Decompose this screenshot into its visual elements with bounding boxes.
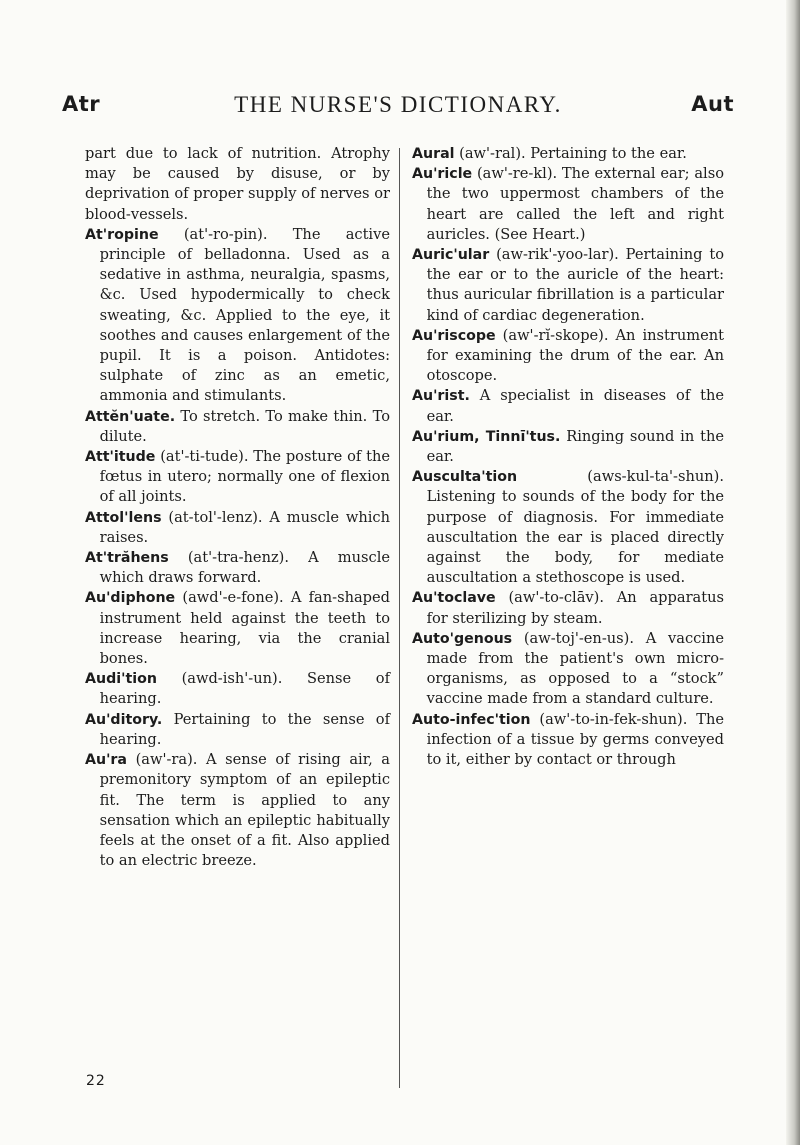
entry-headword: Au'ricle	[412, 166, 473, 183]
dictionary-entry	[85, 508, 390, 548]
entry-headword: Au'diphone	[85, 590, 176, 607]
entry-headword: Audi'tion	[85, 671, 157, 688]
entry-headword: Auto-infec'tion	[412, 711, 531, 728]
entry-text: Pertaining to the sense of hearing.	[99, 710, 390, 748]
entry-text: (at'-ro-pin). The active principle of belladonna. Used as a sedative in asthma, neuralgia, spasms, &c. Used hypodermically to check sweating, &c. Applied to the eye, it soothes and causes enlargement of the pupil. It is a poison. Antidotes: sulphate of zinc as an emetic, ammonia and stimulants.	[99, 225, 390, 405]
dictionary-entry	[85, 669, 390, 709]
entry-text: (at'-tra-henz). A muscle which draws forward.	[99, 549, 390, 587]
page-title: THE NURSE'S DICTIONARY.	[234, 92, 562, 117]
dictionary-entry	[85, 588, 390, 669]
entry-headword: At'ropine	[85, 226, 159, 243]
page-edge-shadow	[786, 0, 800, 1145]
dictionary-entry	[412, 164, 724, 245]
dictionary-entry	[412, 326, 724, 387]
entry-headword: Auto'genous	[412, 630, 513, 647]
dictionary-entry	[85, 750, 390, 871]
dictionary-entry	[412, 245, 724, 326]
entry-headword: Auric'ular	[412, 247, 490, 264]
entry-text: (at-tol'-lenz). A muscle which raises.	[99, 508, 390, 546]
entry-headword: Au'riscope	[412, 327, 496, 344]
entry-text: (awd-ish'-un). Sense of hearing.	[99, 670, 390, 708]
entry-headword: Au'ditory.	[85, 711, 163, 728]
dictionary-entry	[412, 710, 724, 771]
entry-text: (aw'-re-kl). The external ear; also the two uppermost chambers of the heart are called the left and right auricles. (See Heart.)	[426, 165, 724, 243]
entry-text: (awd'-e-fone). A fan-shaped instrument held against the teeth to increase hearing, via the cranial bones.	[99, 589, 390, 668]
entry-headword: Attol'lens	[85, 509, 162, 526]
dictionary-entry	[412, 427, 724, 467]
entry-text: (aw'-to-in-fek-shun). The infection of a tissue by germs conveyed to it, either by contact or through	[426, 710, 724, 769]
guide-word-left: Atr	[62, 92, 101, 116]
entry-headword: Aural	[412, 146, 455, 162]
entry-text: (aws-kul-ta'-shun). Listening to sounds of the body for the purpose of diagnosis. For immediate auscultation the ear is placed directly against the body, for mediate auscultation a stethoscope is used.	[426, 468, 724, 587]
dictionary-entry	[85, 225, 390, 407]
right-column	[412, 144, 724, 770]
entry-text: (at'-ti-tude). The posture of the fœtus in utero; normally one of flexion of all joints.	[99, 448, 390, 506]
entry-text: part due to lack of nutrition. Atrophy may be caused by disuse, or by deprivation of proper supply of nerves or blood-vessels.	[85, 145, 390, 223]
dictionary-entry	[412, 588, 724, 628]
entry-headword: Au'toclave	[412, 590, 496, 607]
entry-text: A specialist in diseases of the ear.	[426, 387, 724, 425]
entry-text: (aw'-ral). Pertaining to the ear.	[454, 145, 687, 162]
dictionary-entry	[85, 447, 390, 508]
dictionary-entry	[412, 629, 724, 710]
entry-text: (aw-toj'-en-us). A vaccine made from the patient's own micro-organisms, as opposed to a “stock” vaccine made from a standard culture.	[426, 629, 724, 708]
entry-headword: At'trăhens	[85, 550, 169, 567]
entry-text: (aw'-to-clāv). An apparatus for sterilizing by steam.	[426, 589, 724, 627]
entry-text: (aw'-rĭ-skope). An instrument for examining the drum of the ear. An otoscope.	[426, 326, 724, 385]
page-number: 22	[86, 1073, 106, 1089]
entry-headword: Au'rium, Tinnī'tus.	[412, 428, 561, 445]
column-divider	[399, 148, 400, 1088]
dictionary-entry	[412, 467, 724, 588]
entry-headword: Att'itude	[85, 449, 156, 466]
dictionary-entry	[412, 386, 724, 426]
entry-headword: Attĕn'uate.	[85, 408, 176, 425]
guide-word-right: Aut	[691, 92, 734, 116]
running-head	[62, 92, 734, 120]
dictionary-entry	[85, 548, 390, 588]
dictionary-entry	[85, 144, 390, 225]
dictionary-entry	[412, 144, 724, 164]
entry-text: (aw'-ra). A sense of rising air, a premonitory symptom of an epileptic fit. The term is applied to any sensation which an epileptic habitually feels at the onset of a fit. Also applied to an electric breeze.	[99, 751, 390, 870]
entry-headword: Au'ra	[85, 752, 127, 769]
entry-text: Ringing sound in the ear.	[426, 427, 724, 466]
entry-headword: Au'rist.	[412, 388, 470, 405]
left-column	[85, 144, 390, 871]
entry-text: (aw-rik'-yoo-lar). Pertaining to the ear or to the auricle of the heart: thus auricular fibrillation is a particular kind of cardiac degeneration.	[426, 246, 724, 324]
dictionary-entry	[85, 710, 390, 750]
dictionary-entry	[85, 407, 390, 447]
entry-headword: Ausculta'tion	[412, 469, 518, 486]
entry-text: To stretch. To make thin. To dilute.	[99, 407, 390, 445]
